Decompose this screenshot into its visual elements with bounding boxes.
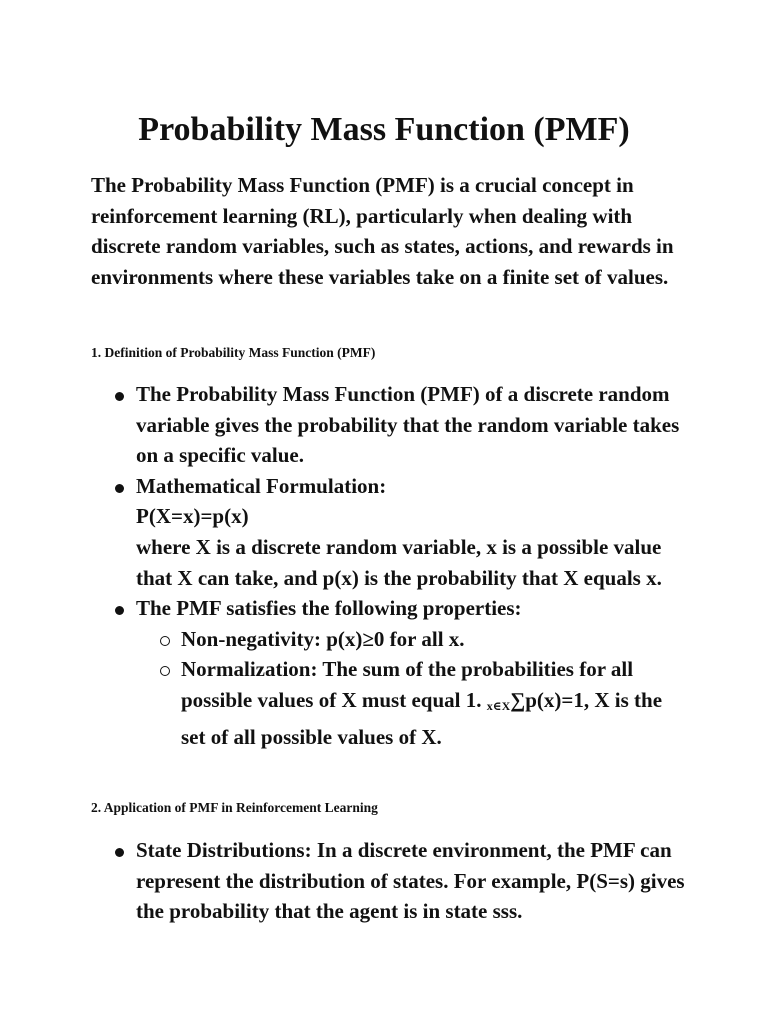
section-heading-definition: 1. Definition of Probability Mass Function (PMF) (91, 345, 376, 360)
page-title: Probability Mass Function (PMF) (138, 111, 630, 148)
list-item-text: State Distributions: In a discrete environment, the PMF can represent the distribution of states. For example, P(S=s) gives the probability that the agent is in state sss. (136, 838, 685, 924)
sub-list-item-text: Non-negativity: p(x)≥0 for all x. (181, 626, 465, 651)
sub-list-item (136, 654, 691, 752)
intro-paragraph: The Probability Mass Function (PMF) is a crucial concept in reinforcement learning (RL), particularly when dealing with discrete random variables, such as states, actions, and rewards in environments where these variables take on a finite set of values. (91, 173, 674, 289)
list-item (91, 471, 691, 593)
circle-bullet-icon (160, 666, 170, 676)
normalization-text: Normalization: The sum of the probabilities for all possible values of X must equal 1. (181, 657, 634, 712)
normalization-text-end: ∑p(x)=1, X is the set of all possible values of X. (181, 687, 663, 749)
formulation-label: Mathematical Formulation: (136, 473, 387, 498)
formula-explanation: where X is a discrete random variable, x is a possible value that X can take, and p(x) is the probability that X equals x. (136, 534, 662, 590)
list-item-text: The Probability Mass Function (PMF) of a discrete random variable gives the probability that the random variable takes on a specific value. (136, 382, 680, 468)
list-item (91, 593, 691, 752)
formula: P(X=x)=p(x) (136, 504, 249, 529)
definition-bullet-list (91, 379, 691, 752)
list-item-text: The PMF satisfies the following properties: (136, 596, 522, 621)
bullet-dot-icon (115, 392, 124, 401)
circle-bullet-icon (160, 636, 170, 646)
list-item (91, 835, 691, 927)
properties-sub-list (136, 624, 691, 752)
sub-list-item (136, 624, 691, 655)
sum-subscript: x∈X (486, 698, 511, 713)
bullet-dot-icon (115, 606, 124, 615)
application-bullet-list (91, 835, 691, 927)
bullet-dot-icon (115, 848, 124, 857)
list-item (91, 379, 691, 471)
bullet-dot-icon (115, 484, 124, 493)
section-heading-application: 2. Application of PMF in Reinforcement Learning (91, 800, 378, 815)
